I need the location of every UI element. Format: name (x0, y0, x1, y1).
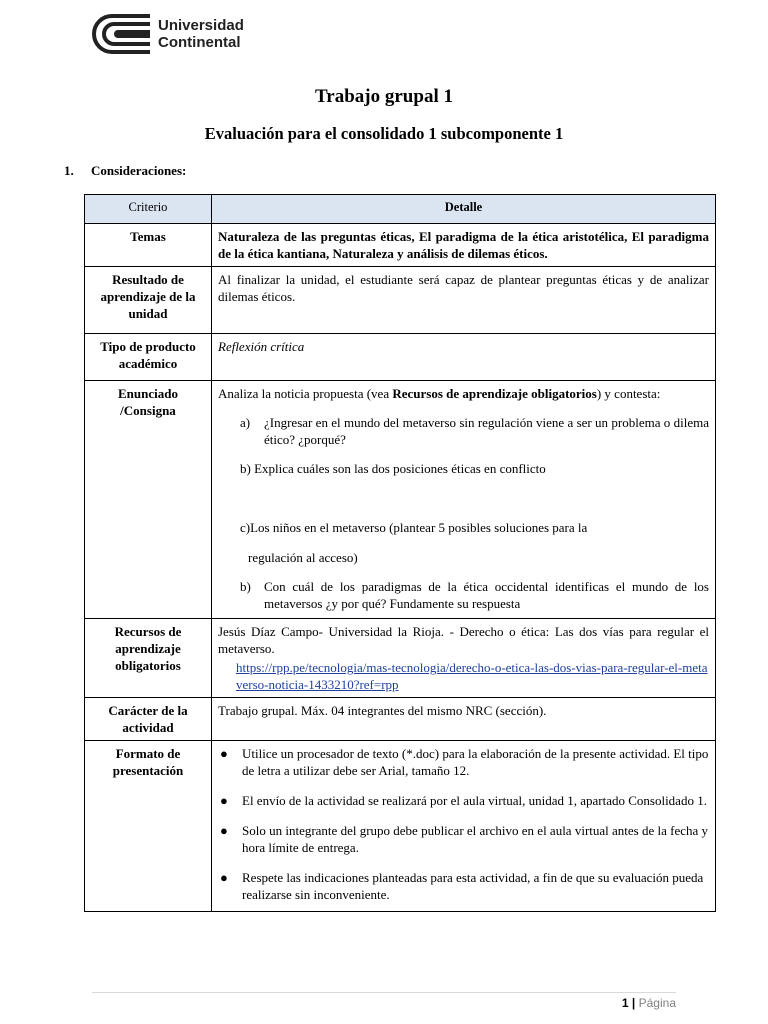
document-subtitle: Evaluación para el consolidado 1 subcomponente 1 (204, 124, 564, 143)
row-value: Al finalizar la unidad, el estudiante será capaz de plantear preguntas éticas y de analizar dilemas éticos. (212, 267, 716, 334)
section-label: Consideraciones: (91, 163, 187, 178)
row-value (212, 619, 716, 698)
row-value (212, 741, 716, 912)
list-item: ● El envío de la actividad se realizará por el aula virtual, unidad 1, apartado Consolidado 1. (220, 793, 707, 808)
page-footer (622, 996, 676, 1010)
section-number: 1. (64, 163, 74, 178)
row-label: Temas (85, 224, 212, 267)
row-resultado (85, 267, 716, 334)
row-value: Reflexión crítica (212, 334, 716, 381)
question-b2: b) Con cuál de los paradigmas de la ética occidental identificas el mundo de los metaversos ¿y por qué? Fundamente su respuesta (240, 579, 709, 611)
university-logo (92, 12, 262, 56)
logo-line-2: Continental (158, 34, 241, 51)
row-value (212, 381, 716, 619)
list-item: ● Solo un integrante del grupo debe publicar el archivo en el aula virtual antes de la fecha y hora límite de entrega. (220, 823, 709, 855)
row-recursos (85, 619, 716, 698)
footer-divider (92, 992, 676, 993)
header-detalle: Detalle (212, 195, 716, 224)
recurso-link[interactable]: https://rpp.pe/tecnologia/mas-tecnologia/derecho-o-etica-las-dos-vias-para-regular-el-metaverso-noticia-1433210?ref=rpp (236, 660, 708, 692)
row-label: Carácter de la actividad (85, 698, 212, 741)
section-heading (64, 163, 186, 179)
row-enunciado (85, 381, 716, 619)
enunciado-intro: Analiza la noticia propuesta (vea Recursos de aprendizaje obligatorios) y contesta: (218, 386, 661, 401)
considerations-table (84, 194, 716, 912)
recurso-citation: Jesús Díaz Campo- Universidad la Rioja. - Derecho o ética: Las dos vías para regular el metaverso. (218, 624, 709, 656)
row-label: Recursos de aprendizaje obligatorios (85, 619, 212, 698)
footer-separator: | (631, 996, 636, 1010)
row-formato (85, 741, 716, 912)
row-label: Resultado de aprendizaje de la unidad (85, 267, 212, 334)
table-header-row (85, 195, 716, 224)
row-tipo (85, 334, 716, 381)
row-value: Trabajo grupal. Máx. 04 integrantes del mismo NRC (sección). (212, 698, 716, 741)
list-item: ● Utilice un procesador de texto (*.doc) para la elaboración de la presente actividad. El tipo de letra a utilizar debe ser Arial, tamaño 12. (220, 746, 709, 778)
logo-mark-icon (92, 12, 152, 56)
page-label: Página (638, 996, 676, 1010)
question-c-line2: regulación al acceso) (248, 550, 358, 565)
question-b1: b) Explica cuáles son las dos posiciones éticas en conflicto (240, 461, 546, 476)
row-label: Tipo de producto académico (85, 334, 212, 381)
list-item: ● Respete las indicaciones planteadas para esta actividad, a fin de que su evaluación pueda realizarse sin inconveniente. (220, 870, 704, 902)
logo-line-1: Universidad (158, 17, 244, 34)
question-c-line1: c)Los niños en el metaverso (plantear 5 posibles soluciones para la (240, 520, 588, 535)
row-label: Formato de presentación (85, 741, 212, 912)
row-caracter (85, 698, 716, 741)
page-number: 1 (621, 996, 629, 1010)
document-title: Trabajo grupal 1 (315, 86, 453, 107)
row-label: Enunciado /Consigna (85, 381, 212, 619)
row-value: Naturaleza de las preguntas éticas, El paradigma de la ética aristotélica, El paradigma de la ética kantiana, Naturaleza y análisis de dilemas éticos. (212, 224, 716, 267)
question-a: a) ¿Ingresar en el mundo del metaverso sin regulación viene a ser un problema o dilema ético? ¿porqué? (240, 415, 709, 447)
row-temas (85, 224, 716, 267)
header-criterio: Criterio (85, 195, 212, 224)
